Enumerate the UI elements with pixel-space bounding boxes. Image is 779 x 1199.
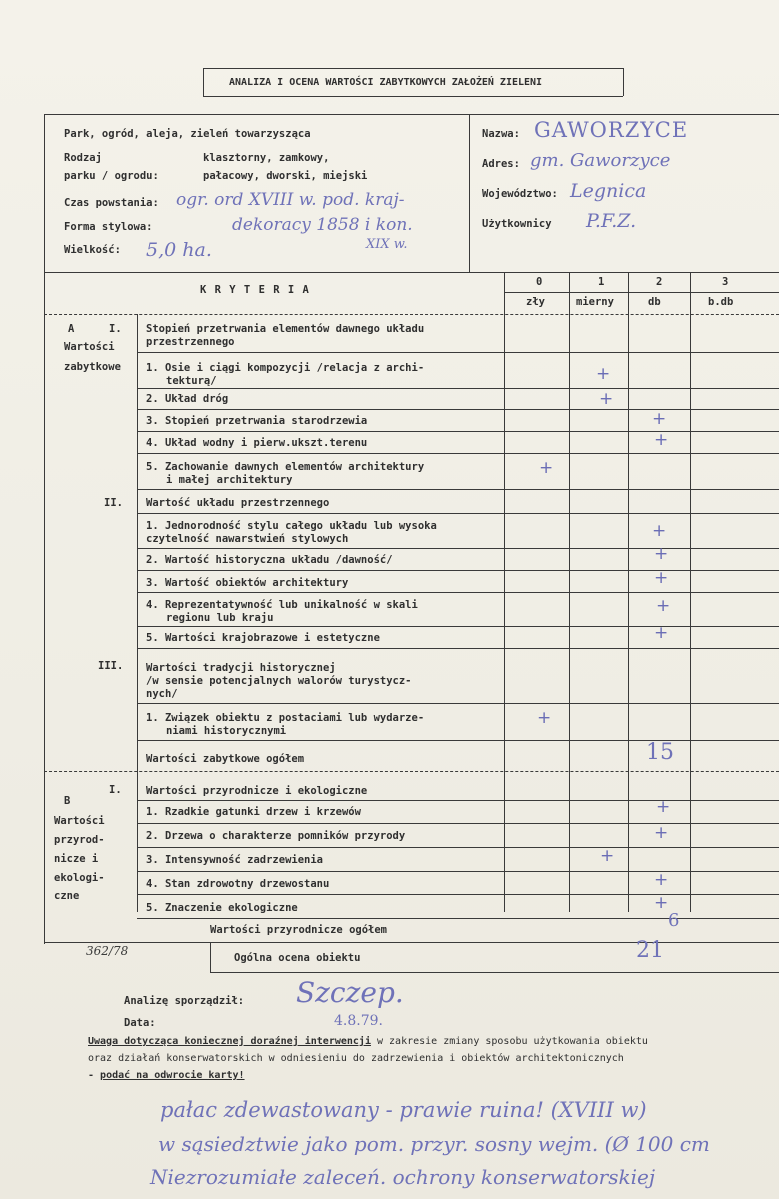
a-ii-item-1-l2: czytelność nawarstwień stylowych	[146, 533, 349, 545]
a-iii-item-1-l2: niami historycznymi	[166, 725, 287, 737]
section-b-line-1: Wartości	[54, 815, 105, 827]
row-line	[137, 871, 779, 872]
title-box-right	[623, 68, 624, 96]
col0-num: 0	[536, 276, 543, 288]
analize-label: Analizę sporządził:	[124, 995, 245, 1007]
rodzaj-label: Rodzaj	[64, 152, 102, 164]
section-b-line-4: ekologi-	[54, 872, 105, 884]
mark-a-i-4: +	[654, 430, 669, 450]
a-ii-item-3: 3. Wartość obiektów architektury	[146, 577, 349, 589]
col1-num: 1	[598, 276, 605, 288]
b-item-4: 4. Stan zdrowotny drzewostanu	[146, 878, 330, 890]
mark-a-ii-3: +	[654, 568, 669, 588]
section-a-roman: I.	[109, 323, 122, 335]
form-left-border	[44, 114, 45, 944]
mark-a-ii-5: +	[654, 623, 669, 643]
a-total-value: 15	[646, 740, 674, 765]
row-line	[137, 513, 779, 514]
row-line	[137, 489, 779, 490]
row-line	[137, 823, 779, 824]
date-value: 4.8.79.	[334, 1013, 383, 1029]
title-box-left	[203, 68, 204, 96]
overall-value: 21	[636, 938, 664, 963]
note-dash: -	[88, 1070, 101, 1081]
mark-a-i-5: +	[539, 458, 554, 478]
b-item-2: 2. Drzewa o charakterze pomników przyrody	[146, 830, 406, 842]
wojewodztwo-label: Województwo:	[482, 188, 558, 200]
mark-a-i-3: +	[652, 409, 667, 429]
a-iii-item-1-l1: 1. Związek obiektu z postaciami lub wydarze-	[146, 712, 425, 724]
row-line	[137, 703, 779, 704]
section-a-zab: zabytkowe	[64, 361, 121, 373]
b-total-label: Wartości przyrodnicze ogółem	[210, 924, 388, 936]
a-i-item-1-l1: 1. Osie i ciągi kompozycji /relacja z archi-	[146, 362, 425, 374]
section-divider	[44, 771, 779, 772]
note-line-2: oraz działań konserwatorskich w odniesieniu do zadrzewienia i obiektów architektonicznych	[88, 1053, 624, 1064]
park-kinds-2: pałacowy, dworski, miejski	[203, 170, 368, 182]
row-line	[137, 431, 779, 432]
czas-value: ogr. ord XVIII w. pod. kraj-	[176, 190, 405, 210]
mark-a-iii-1: +	[537, 708, 552, 728]
mark-a-ii-4: +	[656, 596, 671, 616]
b-i-title: Wartości przyrodnicze i ekologiczne	[146, 785, 368, 797]
forma-value: dekoracy 1858 i kon.	[232, 215, 413, 235]
a-total-label: Wartości zabytkowe ogółem	[146, 753, 305, 765]
a-i-title-1: Stopień przetrwania elementów dawnego układu	[146, 323, 425, 335]
form-bottom-line	[44, 942, 779, 943]
col3-num: 3	[722, 276, 729, 288]
a-iii-title-2: /w sensie potencjalnych walorów turystycz-	[146, 675, 412, 687]
a-ii-item-2: 2. Wartość historyczna układu /dawność/	[146, 554, 393, 566]
adres-label: Adres:	[482, 158, 520, 170]
data-label: Data:	[124, 1017, 156, 1029]
row-line	[137, 847, 779, 848]
a-i-title-2: przestrzennego	[146, 336, 235, 348]
a-ii-roman: II.	[104, 497, 123, 509]
nazwa-label: Nazwa:	[482, 128, 520, 140]
note-underlined: Uwaga dotycząca koniecznej doraźnej interwencji	[88, 1036, 371, 1047]
a-iii-title-1: Wartości tradycji historycznej	[146, 662, 336, 674]
handwritten-note-3: Niezrozumiałe zaleceń. ochrony konserwatorskiej	[150, 1165, 656, 1189]
uzytkownik-label: Użytkownicy	[482, 218, 552, 230]
doc-number: 362/78	[86, 944, 129, 958]
a-iii-roman: III.	[98, 660, 124, 672]
forma-label: Forma stylowa:	[64, 221, 153, 233]
row-line	[137, 626, 779, 627]
row-line	[137, 453, 779, 454]
handwritten-note-2: w sąsiedztwie jako pom. przyr. sosny wejm. (Ø 100 cm	[158, 1132, 710, 1156]
section-a-wart: Wartości	[64, 341, 115, 353]
kryteria-heading: K R Y T E R I A	[200, 284, 310, 296]
overall-bottom-line	[210, 972, 779, 973]
note-line-1	[88, 1035, 648, 1048]
note-rest: w zakresie zmiany sposobu użytkowania obiektu	[370, 1036, 648, 1047]
mark-b-4: +	[654, 870, 669, 890]
a-ii-item-4-l1: 4. Reprezentatywność lub unikalność w skali	[146, 599, 418, 611]
a-i-item-2: 2. Układ dróg	[146, 393, 229, 405]
note-line-3	[88, 1069, 245, 1082]
col0-label: zły	[526, 296, 545, 308]
col2-label: db	[648, 296, 661, 308]
uzytkownik-value: P.F.Z.	[586, 210, 637, 232]
a-ii-title: Wartość układu przestrzennego	[146, 497, 330, 509]
b-item-1: 1. Rzadkie gatunki drzew i krzewów	[146, 806, 361, 818]
cols-mid-line	[504, 292, 779, 293]
row-line	[137, 918, 779, 919]
mark-a-i-2: +	[599, 389, 614, 409]
title-box-bottom	[203, 96, 623, 97]
a-i-item-4: 4. Układ wodny i pierw.ukszt.terenu	[146, 437, 368, 449]
nazwa-value: GAWORZYCE	[534, 118, 689, 142]
row-line	[137, 409, 779, 410]
overall-left-line	[210, 942, 211, 972]
handwritten-note-1: pałac zdewastowany - prawie ruina! (XVIII w)	[160, 1098, 647, 1122]
b-total-value: 6	[668, 910, 680, 931]
kryteria-top	[44, 272, 779, 273]
a-i-item-1-l2: tekturą/	[166, 375, 217, 387]
section-b-line-2: przyrod-	[54, 834, 105, 846]
note-instruction: podać na odwrocie karty!	[100, 1070, 245, 1081]
mark-a-ii-1: +	[652, 521, 667, 541]
row-line	[137, 800, 779, 801]
section-b-letter: B	[64, 795, 71, 807]
title-box-top	[203, 68, 623, 69]
parku-label: parku / ogrodu:	[64, 170, 159, 182]
row-line	[137, 894, 779, 895]
col2-num: 2	[656, 276, 663, 288]
section-a-letter: A	[68, 323, 75, 335]
section-b-line-5: czne	[54, 890, 80, 902]
row-line	[137, 592, 779, 593]
mark-b-2: +	[654, 823, 669, 843]
czas-label: Czas powstania:	[64, 197, 159, 209]
mark-a-ii-2: +	[654, 544, 669, 564]
mark-b-5: +	[654, 893, 669, 913]
row-line	[137, 548, 779, 549]
a-ii-item-5: 5. Wartości krajobrazowe i estetyczne	[146, 632, 380, 644]
signature: Szczep.	[296, 976, 404, 1009]
section-b-line-3: nicze i	[54, 853, 99, 865]
col1-label: mierny	[576, 296, 614, 308]
b-item-5: 5. Znaczenie ekologiczne	[146, 902, 298, 914]
a-i-item-5-l2: i małej architektury	[166, 474, 293, 486]
a-ii-item-1-l1: 1. Jednorodność stylu całego układu lub wysoka	[146, 520, 437, 532]
col3-label: b.db	[708, 296, 734, 308]
park-types-line: Park, ogród, aleja, zieleń towarzysząca	[64, 128, 311, 140]
forma-value-2: XIX w.	[366, 237, 408, 252]
a-ii-item-4-l2: regionu lub kraju	[166, 612, 274, 624]
wojewodztwo-value: Legnica	[570, 180, 647, 202]
mark-b-1: +	[656, 797, 671, 817]
wielkosc-label: Wielkość:	[64, 244, 121, 256]
row-line	[137, 740, 779, 741]
section-b-roman: I.	[109, 784, 122, 796]
b-item-3: 3. Intensywność zadrzewienia	[146, 854, 324, 866]
mark-a-i-1: +	[596, 364, 611, 384]
a-i-item-5-l1: 5. Zachowanie dawnych elementów architektury	[146, 461, 425, 473]
a-iii-title-3: nych/	[146, 688, 178, 700]
overall-label: Ogólna ocena obiektu	[234, 952, 361, 964]
kryteria-bottom	[44, 314, 779, 315]
wielkosc-value: 5,0 ha.	[146, 239, 212, 261]
row-line	[137, 388, 779, 389]
adres-value: gm. Gaworzyce	[530, 150, 671, 171]
a-i-item-3: 3. Stopień przetrwania starodrzewia	[146, 415, 368, 427]
mark-b-3: +	[600, 846, 615, 866]
row-line	[137, 570, 779, 571]
document-title: ANALIZA I OCENA WARTOŚCI ZABYTKOWYCH ZAŁOŻEŃ ZIELENI	[229, 77, 543, 88]
row-line	[137, 352, 779, 353]
park-kinds-1: klasztorny, zamkowy,	[203, 152, 330, 164]
info-top-line	[44, 114, 779, 115]
row-line	[137, 648, 779, 649]
info-divider	[469, 114, 470, 272]
